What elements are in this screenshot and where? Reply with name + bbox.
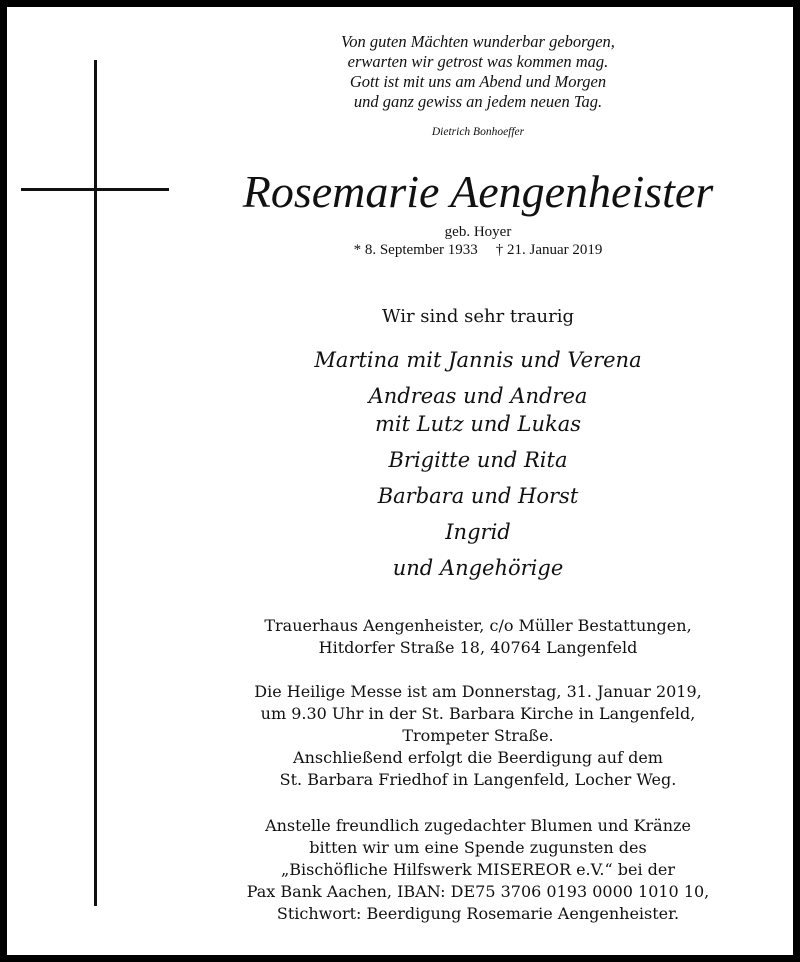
family-group (190, 482, 766, 510)
funeral-service-info (190, 681, 766, 791)
donation-line: bitten wir um eine Spende zugunsten des (309, 838, 647, 857)
cross-icon-vertical-bar (94, 60, 97, 906)
family-list (190, 346, 766, 590)
family-group (190, 446, 766, 474)
family-group (190, 518, 766, 546)
family-line: Andreas und Andrea (368, 384, 588, 408)
family-line: und Angehörige (392, 556, 564, 580)
donation-line: Anstelle freundlich zugedachter Blumen und Kränze (265, 816, 691, 835)
poem (190, 32, 766, 112)
family-line: Ingrid (445, 520, 511, 544)
birth-date: * 8. September 1933 (353, 242, 478, 258)
service-line: St. Barbara Friedhof in Langenfeld, Locher Weg. (279, 770, 677, 789)
mourning-statement: Wir sind sehr traurig (382, 306, 574, 327)
life-dates (190, 242, 766, 259)
donation-line: Stichwort: Beerdigung Rosemarie Aengenheister. (276, 904, 680, 923)
family-group (190, 346, 766, 374)
family-group (190, 554, 766, 582)
mourning-house-address (190, 615, 766, 659)
service-line: Anschließend erfolgt die Beerdigung auf dem (293, 748, 663, 767)
family-line: Barbara und Horst (377, 484, 579, 508)
donation-request (190, 815, 766, 925)
donation-line: Pax Bank Aachen, IBAN: DE75 3706 0193 0000 1010 10, (246, 882, 710, 901)
poem-line: erwarten wir getrost was kommen mag. (347, 52, 609, 71)
service-line: um 9.30 Uhr in der St. Barbara Kirche in Langenfeld, (260, 704, 696, 723)
poem-line: Von guten Mächten wunderbar geborgen, (341, 32, 615, 51)
cross-icon-horizontal-bar (21, 188, 169, 191)
poem-author: Dietrich Bonhoeffer (431, 126, 525, 138)
poem-line: und ganz gewiss an jedem neuen Tag. (353, 92, 603, 111)
donation-line: „Bischöfliche Hilfswerk MISEREOR e.V.“ bei der (280, 860, 676, 879)
poem-line: Gott ist mit uns am Abend und Morgen (349, 72, 607, 91)
family-line: Martina mit Jannis und Verena (314, 348, 642, 372)
maiden-name: geb. Hoyer (444, 224, 512, 240)
family-line: Brigitte und Rita (388, 448, 568, 472)
address-line: Trauerhaus Aengenheister, c/o Müller Bestattungen, (264, 616, 692, 635)
address-line: Hitdorfer Straße 18, 40764 Langenfeld (318, 638, 638, 657)
deceased-name: Rosemarie Aengenheister (242, 166, 714, 217)
service-line: Trompeter Straße. (402, 726, 554, 745)
death-date: † 21. Januar 2019 (495, 242, 603, 258)
service-line: Die Heilige Messe ist am Donnerstag, 31. Januar 2019, (254, 682, 702, 701)
family-group (190, 382, 766, 438)
family-line: mit Lutz und Lukas (374, 412, 582, 436)
